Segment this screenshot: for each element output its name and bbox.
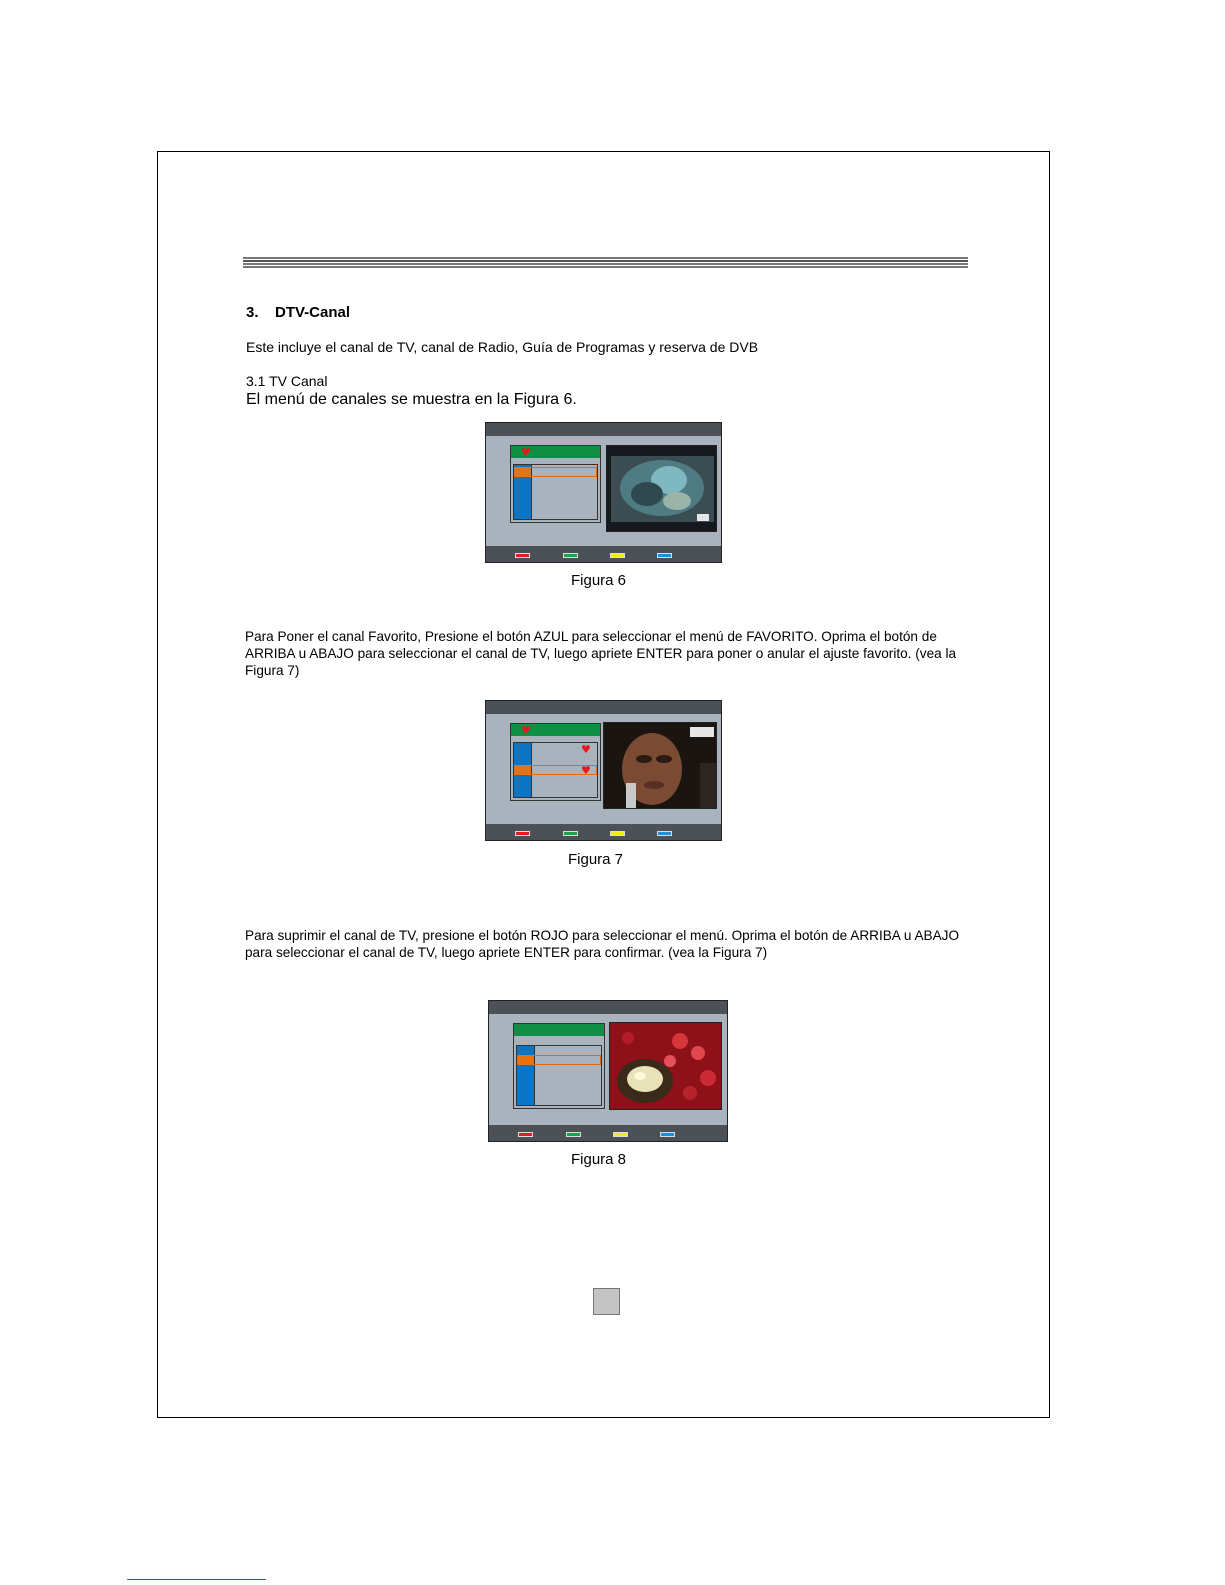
green-key-icon: [563, 831, 578, 836]
delete-paragraph: Para suprimir el canal de TV, presione el botón ROJO para seleccionar el menú. Oprima el botón de ARRIBA u ABAJO para seleccionar el canal de TV, luego apriete ENTER para confirmar. (vea la Figura 7): [245, 928, 960, 960]
channel-preview: [609, 1022, 722, 1110]
selected-channel-row: [517, 1055, 601, 1065]
channel-list-header: [511, 446, 600, 458]
channel-preview: [603, 722, 717, 809]
heart-icon: ♥: [521, 446, 531, 459]
favorite-paragraph: Para Poner el canal Favorito, Presione el botón AZUL para seleccionar el menú de FAVORITO. Oprima el botón de ARRIBA u ABAJO para seleccionar el canal de TV, luego apriete ENTER para poner o anular el ajuste favorito. (vea la Figura 7): [245, 629, 957, 678]
blue-key-icon: [660, 1132, 675, 1137]
channel-list: [513, 742, 598, 798]
channel-list-panel: [510, 723, 601, 801]
figure-8-screen: [488, 1000, 728, 1142]
subsection-title: 3.1 TV Canal: [246, 373, 328, 389]
bottom-link-underline: [127, 1579, 266, 1580]
section-title-text: DTV-Canal: [275, 304, 351, 321]
red-key-icon: [515, 831, 530, 836]
channel-list: [513, 464, 598, 520]
color-key-bar: [486, 824, 721, 840]
channel-list-header: [514, 1024, 604, 1036]
green-key-icon: [566, 1132, 581, 1137]
menu-title-bar: [489, 1001, 727, 1014]
green-key-icon: [563, 553, 578, 558]
color-key-bar: [486, 546, 721, 562]
menu-title-bar: [486, 701, 721, 714]
figure-6-caption: Figura 6: [571, 572, 627, 589]
heart-icon: ♥: [521, 724, 531, 737]
blue-key-icon: [657, 553, 672, 558]
page-number-box: [593, 1288, 620, 1315]
section-title: [246, 304, 350, 321]
channel-preview: [606, 445, 717, 532]
blue-key-icon: [657, 831, 672, 836]
figure-7-caption: Figura 7: [568, 851, 624, 868]
heart-icon: ♥: [581, 764, 591, 777]
selected-channel-row: [514, 467, 597, 477]
figure-8-caption: Figura 8: [571, 1151, 627, 1168]
figure-6-screen: [485, 422, 722, 563]
header-rule: [243, 257, 968, 268]
channel-list-header: [511, 724, 600, 736]
subsection-description: El menú de canales se muestra en la Figura 6.: [246, 391, 577, 408]
red-key-icon: [515, 553, 530, 558]
menu-title-bar: [486, 423, 721, 436]
figure-7-screen: [485, 700, 722, 841]
intro-text: Este incluye el canal de TV, canal de Radio, Guía de Programas y reserva de DVB: [246, 339, 759, 355]
color-key-bar: [489, 1125, 727, 1141]
channel-list-panel: [510, 445, 601, 523]
yellow-key-icon: [610, 553, 625, 558]
red-key-icon: [518, 1132, 533, 1137]
heart-icon: ♥: [581, 743, 591, 756]
yellow-key-icon: [610, 831, 625, 836]
channel-list: [516, 1045, 602, 1106]
yellow-key-icon: [613, 1132, 628, 1137]
channel-list-panel: [513, 1023, 605, 1109]
section-number: 3.: [246, 304, 259, 321]
